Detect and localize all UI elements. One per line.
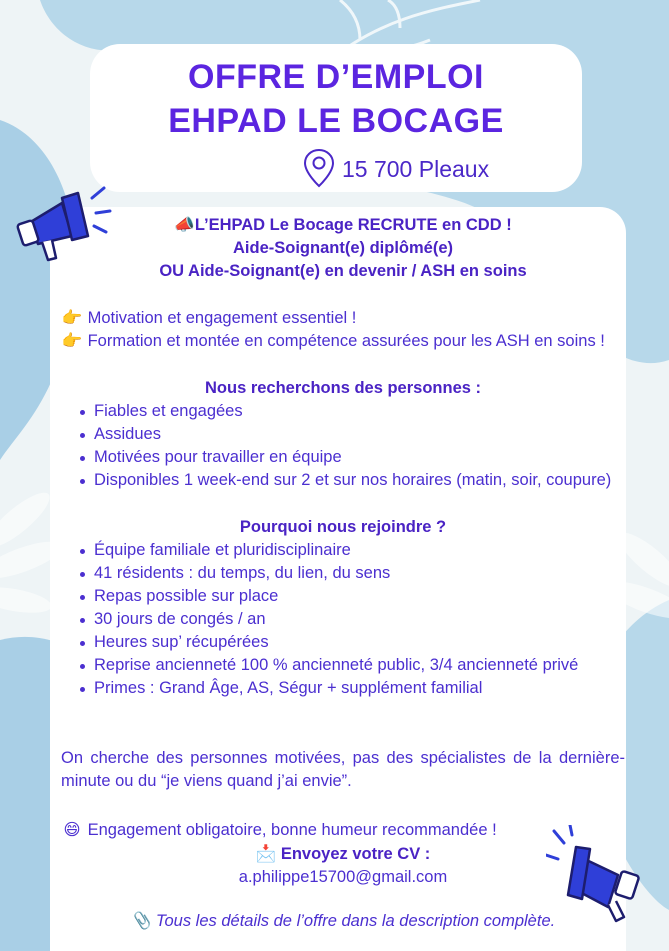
title-line-2: EHPAD LE BOCAGE bbox=[168, 102, 504, 140]
megaphone-emoji-icon: 📣 bbox=[174, 216, 195, 234]
title-card bbox=[90, 44, 582, 192]
intro-line-3: OU Aide-Soignant(e) en devenir / ASH en soins bbox=[159, 262, 527, 280]
intro bbox=[61, 214, 625, 283]
key-points bbox=[61, 307, 625, 353]
list-item: Primes : Grand Âge, AS, Ségur + supplément familial bbox=[61, 677, 625, 700]
envelope-icon: 📩 bbox=[255, 845, 277, 863]
pointing-hand-icon: 👉 bbox=[61, 309, 83, 327]
pointing-hand-icon: 👉 bbox=[61, 332, 83, 350]
contact-email[interactable]: a.philippe15700@gmail.com bbox=[238, 868, 448, 886]
intro-line-1: 📣L’EHPAD Le Bocage RECRUTE en CDD ! bbox=[174, 216, 512, 234]
list-item: Motivées pour travailler en équipe bbox=[61, 446, 625, 469]
location-text: 15 700 Pleaux bbox=[342, 156, 490, 182]
list-item: 41 résidents : du temps, du lien, du sens bbox=[61, 562, 625, 585]
list-item: 30 jours de congés / an bbox=[61, 608, 625, 631]
title-line-1: OFFRE D’EMPLOI bbox=[188, 58, 484, 96]
engagement-line: 😄 Engagement obligatoire, bonne humeur recommandée ! bbox=[61, 819, 625, 842]
map-pin-icon bbox=[302, 148, 336, 188]
list-item: Repas possible sur place bbox=[61, 585, 625, 608]
intro-line-2: Aide-Soignant(e) diplômé(e) bbox=[233, 239, 453, 257]
list-item: Reprise ancienneté 100 % ancienneté public, 3/4 ancienneté privé bbox=[61, 654, 625, 677]
closing-text: On cherche des personnes motivées, pas des spécialistes de la dernière-minute ou du “je viens quand j’ai envie”. bbox=[61, 749, 625, 790]
point-2: 👉 Formation et montée en compétence assurées pour les ASH en soins ! bbox=[61, 330, 625, 353]
list-item: Heures sup’ récupérées bbox=[61, 631, 625, 654]
point-1: 👉 Motivation et engagement essentiel ! bbox=[61, 307, 625, 330]
smile-icon: 😄 bbox=[63, 821, 81, 839]
benefits-heading: Pourquoi nous rejoindre ? bbox=[239, 518, 447, 536]
benefits-list bbox=[61, 539, 625, 700]
contact bbox=[61, 843, 625, 889]
paperclip-icon: 📎 bbox=[130, 912, 152, 930]
contact-heading: 📩 Envoyez votre CV : bbox=[255, 845, 431, 863]
list-item: Disponibles 1 week-end sur 2 et sur nos horaires (matin, soir, coupure) bbox=[61, 469, 625, 492]
profile-heading: Nous recherchons des personnes : bbox=[205, 379, 481, 397]
list-item: Équipe familiale et pluridisciplinaire bbox=[61, 539, 625, 562]
benefits-section bbox=[61, 516, 625, 700]
list-item: Assidues bbox=[61, 423, 625, 446]
list-item: Fiables et engagées bbox=[61, 400, 625, 423]
footer-note: 📎 Tous les détails de l’offre dans la description complète. bbox=[130, 912, 556, 930]
profile-section bbox=[61, 377, 625, 492]
profile-list bbox=[61, 400, 625, 492]
